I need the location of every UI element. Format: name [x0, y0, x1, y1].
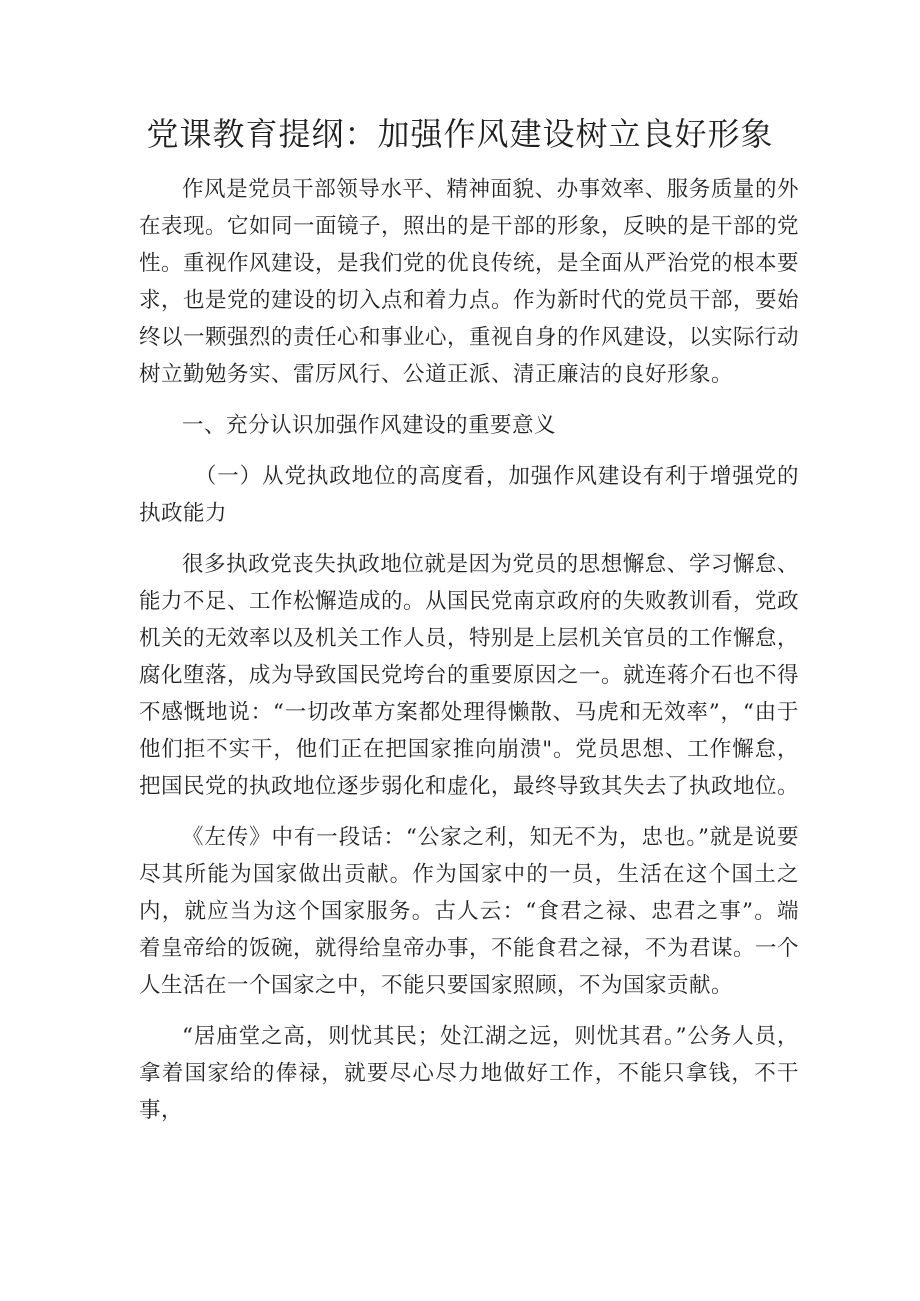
subsection-heading-1: （一）从党执政地位的高度看，加强作风建设有利于增强党的执政能力	[139, 464, 799, 526]
body-paragraph-1: 很多执政党丧失执政地位就是因为党员的思想懈怠、学习懈怠、能力不足、工作松懈造成的。从国民党南京政府的失败教训看，党政机关的无效率以及机关工作人员，特别是上层机关官员的工作懈怠，腐化堕落，成为导致国民党垮台的重要原因之一。就连蒋介石也不得不感慨地说：“一切改革方案都处理得懒散、马虎和无效率”，“由于他们拒不实干，他们正在把国家推向崩溃"。党员思想、工作懈怠，把国民党的执政地位逐步弱化和虚化，最终导致其失去了执政地位。	[139, 552, 800, 799]
body-paragraph-2: 《左传》中有一段话：“公家之利，知无不为，忠也。”就是说要尽其所能为国家做出贡献。作为国家中的一员，生活在这个国土之内，就应当为这个国家服务。古人云：“食君之禄、忠君之事”。端着皇帝给的饭碗，就得给皇帝办事，不能食君之禄，不为君谋。一个人生活在一个国家之中，不能只要国家照顾，不为国家贡献。	[139, 825, 800, 998]
intro-paragraph: 作风是党员干部领导水平、精神面貌、办事效率、服务质量的外在表现。它如同一面镜子，照出的是干部的形象，反映的是干部的党性。重视作风建设，是我们党的优良传统，是全面从严治党的根本要求，也是党的建设的切入点和着力点。作为新时代的党员干部，要始终以一颗强烈的责任心和事业心，重视自身的作风建设，以实际行动树立勤勉务实、雷厉风行、公道正派、清正廉洁的良好形象。	[139, 177, 800, 387]
document-body	[139, 171, 799, 1129]
section-heading-1: 一、充分认识加强作风建设的重要意义	[182, 413, 557, 438]
document-title: 党课教育提纲：加强作风建设树立良好形象	[146, 115, 774, 153]
body-paragraph-3: “居庙堂之高，则忧其民；处江湖之远，则忧其君。”公务人员，拿着国家给的俸禄，就要尽心尽力地做好工作，不能只拿钱，不干事，	[139, 1024, 799, 1123]
